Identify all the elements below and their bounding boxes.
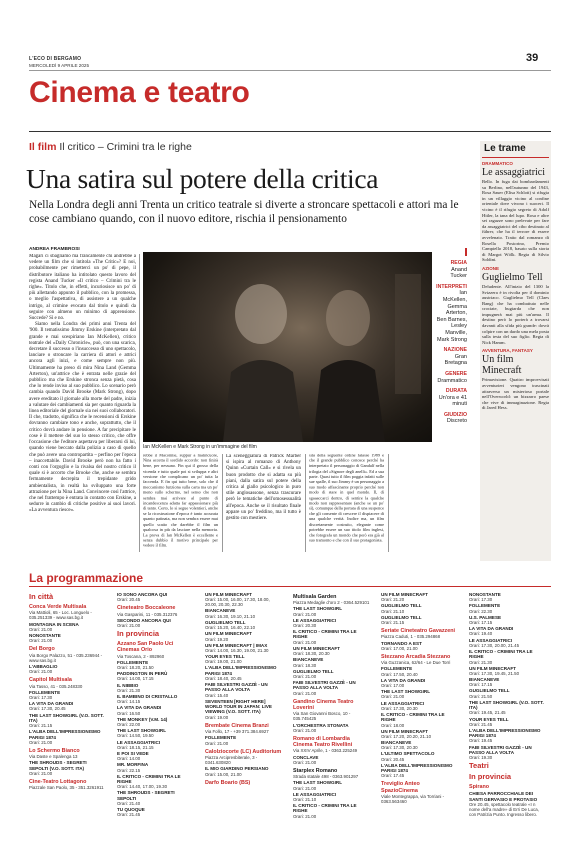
showtimes: Orari: 17.30, 20.00, 21.45: [469, 642, 520, 648]
showtimes: Orari: 21.00: [293, 611, 317, 617]
showtimes: Ore 20.45, spettacolo teatrale «I n nome dell'a madre» di Erri De Luca, con Patrizia Punto. Ingresso libero.: [469, 802, 539, 818]
film-title: CHIESA PARROCCHIALE DEI SANTI GERVASIO E PROTASIO: [469, 791, 538, 802]
film-title: LA VITA DA GRANDI: [469, 626, 514, 632]
showtimes: Orari: 16.30, 19.10, 21.10: [205, 613, 256, 619]
sidebar-film-title: Un film Minecraft: [482, 354, 522, 377]
film-title: TU QUOQUE: [117, 807, 145, 813]
film-title: IL CRITICO - CRIMINI TRA LE RIGHE: [381, 711, 445, 723]
credit-value-cast: Ian McKellen, Gemma Arterton, Ben Barnes, Lesley Manville, Mark Strong: [436, 290, 467, 343]
cinema-name: Gandino Cinema Teatro Loverini: [293, 698, 354, 711]
listing-column-inner: [117, 592, 194, 817]
film-title: L'ALBA DELL'IMPRESSIONISMO PARIGI 1874: [469, 727, 541, 739]
film-title: UN FILM MINECRAFT: [293, 645, 340, 651]
showtimes: Orari: 15.20, 16.40, 22.10: [205, 625, 256, 631]
cinema-address: Piazza Arcipresbiterale, 3 - 0341.630820: [205, 754, 258, 765]
showtimes: Orari: 14.15: [117, 699, 141, 705]
showtimes: Orari: 14.40, 17.00, 19.30: [117, 784, 168, 790]
showtimes: Orari: 19.45, 21.45: [469, 710, 506, 716]
showtimes: Orari: 17.30, 20.45: [29, 706, 66, 712]
newspaper-name: L'ECO DI BERGAMO: [29, 56, 82, 62]
showtimes: Orari: 15.00, 21.00: [205, 771, 242, 777]
film-title: L'ABBAGLIO: [29, 664, 58, 669]
film-title: FOLLEMENTE: [29, 689, 61, 695]
film-title: BIANCANEVE: [293, 657, 324, 663]
showtimes: Orari: 14.00, 17.15: [117, 676, 154, 682]
showtimes: Orari: 19.30: [469, 755, 493, 761]
article-paragraph: Magari ci sbagliamo ma francamente chi andrebbe a vedere un film che si intitola «The Critic»? E noi, probabilmente per rimetterci un po' di pepe, il distributore italiano ha intitolato questo lavoro del regista Anand Tucker «Il critico – Crimini tra le righe». Titolo che, in effetti, incuriosisce un po' di più allettando appunto il pubblico, con la promessa, o meglio l'aspettativa, di assistere a un qualche intrigo, al crimine evocato dal titolo e quindi da seguire con almeno un minimo di apprensione. Succede? Sì e no.: [29, 254, 136, 322]
showtimes: Orari: 21.00: [293, 785, 317, 791]
showtimes: Orari: 19.00, 21.00: [205, 659, 242, 665]
credit-label-country: NAZIONE: [443, 347, 467, 354]
credit-label-genre: GENERE: [445, 370, 467, 377]
showtimes: Orari: 21.30: [469, 659, 493, 665]
showtimes: Orari: 17.15: [469, 682, 493, 688]
showtimes: Orari: 21.00: [205, 740, 229, 746]
headline: Una satira sul potere della critica: [26, 163, 379, 194]
listing-column: [205, 591, 282, 843]
showtimes: Orari: 15.00, 16.00, 17.30, 18.00, 20.00, 20.30, 22.30: [205, 597, 270, 608]
cinema-name: Stezzano Arcadia Stezzano: [381, 653, 451, 660]
showtimes: Orari: 21.40: [117, 800, 141, 806]
sidebar-inner: [480, 141, 551, 411]
listing-column: [381, 591, 458, 843]
film-title: LE ASSAGGIATRICI: [469, 637, 513, 643]
showtimes: Orari: 21.00: [293, 639, 317, 645]
summary: Nella Londra degli anni Trenta un critico teatrale si diverte a stroncare spettacoli e attori ma le cose cambiano quando, con il nuovo editore, rischia il pensionamento: [29, 199, 459, 225]
film-title: U.S. PALMESE: [469, 614, 502, 620]
film-title: FOLLEMENTE: [117, 659, 149, 665]
showtimes: Orari: 21.00: [29, 638, 53, 644]
film-title: UN FILM MINECRAFT: [381, 728, 428, 734]
showtimes: Orari: 21.45: [117, 812, 141, 818]
kicker-label: Il film: [29, 141, 57, 153]
film-title: UN FILM MINECRAFT: [469, 665, 516, 671]
showtimes: Orari: 17.00: [381, 683, 405, 689]
showtimes: Orari: 21.00: [29, 626, 53, 632]
listing-column: [117, 591, 194, 843]
listing-column-inner: [381, 592, 458, 804]
showtimes: Orari: 16.50: [117, 710, 141, 716]
film-title: THE SHROUDS - SEGRETI SEPOLTI (V.O. SOTT. ITA): [29, 760, 87, 771]
showtimes: Orari: 17.30, 20.30: [381, 705, 418, 711]
film-title: IL CRITICO - CRIMINI TRA LE RIGHE: [117, 773, 181, 784]
region-heading: In città: [29, 592, 54, 601]
showtimes: Orari: 21.00: [381, 694, 405, 700]
film-title: IL MIO GIARDINO PERSIANO: [205, 766, 269, 772]
showtimes: Orari: 21.20: [381, 597, 405, 603]
film-title: MONTAGNA IN SCENA: [29, 621, 79, 627]
showtimes: Orari: 21.00: [29, 739, 53, 745]
showtimes: Orari: 21.30: [117, 687, 141, 693]
showtimes: Orari: 18.00: [381, 722, 405, 728]
sidebar-film-plot: Bello. In fuga dai bombardamenti su Berlino, nell'autunno del 1943, Rosa Sauer (Elisa Schlott) si rifugia in un villaggio vicino al confine orientale dove vivono i suoceri. Il vicino è il rifugio segreto di Adolf Hitler, la tana del lupo. Rosa e altre sei ragazze sono prelevate per fare da assaggiatrici del cibo destinato al führer, che ha il terrore di essere avvelenato. Tratto dal romanzo di Rosella Postorino, Premio Campiello 2018, basato sulla storia di Margot Wölk. Regia di Silvio Soldini.: [482, 179, 549, 263]
film-title: LE ASSAGGIATRICI: [381, 700, 425, 706]
film-title: LA VITA DA GRANDI: [381, 677, 426, 683]
column-divider: [139, 254, 140, 552]
cinema-name: Azzano San Paolo Uci Cinemas Orio: [117, 641, 174, 654]
cinema-address: Strada statale 498 - 0363.901297: [293, 774, 359, 780]
showtimes: Orari: 17.20, 20.20, 21.10: [381, 733, 432, 739]
film-title: PADDINGTON IN PERÙ: [117, 671, 168, 677]
film-title: GUGLIELMO TELL: [381, 603, 422, 609]
cinema-name: Treviglio Anteo SpazioCinema: [381, 781, 420, 794]
film-title: L'ORCHESTRA STONATA: [293, 722, 349, 728]
cinema-address: Via Follo, 17 - +39 371.384.6927: [205, 729, 269, 734]
issue-date: MERCOLEDÌ 9 APRILE 2025: [29, 62, 90, 68]
cinema-name: Cine-Teatro Lottagono: [29, 779, 87, 786]
film-title: IL BAMBINO DI CRISTALLO: [117, 693, 178, 699]
article-column-4: [309, 454, 384, 552]
showtimes: Orari: 17.00, 21.00: [381, 645, 418, 651]
film-title: UN FILM MINECRAFT | IMAX: [205, 642, 268, 648]
sidebar-film-title: Le assaggiatrici: [482, 167, 546, 178]
film-title: NONOSTANTE: [469, 592, 501, 597]
film-title: FOLLEMENTE: [205, 735, 237, 741]
listing-column-inner: [29, 592, 106, 790]
showtimes: Orari: 21.10: [381, 608, 405, 614]
film-title: CONCLAVE: [293, 754, 319, 760]
cinema-name: Seriate Cineteatro Gavazzeni: [381, 628, 456, 635]
showtimes: Orari: 17.30, 20.30: [381, 745, 418, 751]
film-title: SEVENTEEN [RIGHT HERE] WORLD TOUR IN JAPAN: LIVE VIEWING (V.O. SOTT. ITA): [205, 698, 272, 715]
film-still-photo: [143, 252, 432, 442]
cinema-address: Via Borgo Palazzo, 51 - 035.236944 - www.sas.bg.it: [29, 652, 103, 663]
film-title: THE LAST SHOWGIRL (V.O. SOTT. ITA): [29, 712, 104, 723]
film-title: FABI SILVESTRI GAZZÈ - UN PASSO ALLA VOLTA: [469, 744, 532, 755]
showtimes: Orari: 21.00: [293, 813, 317, 819]
showtimes: Orari: 21.10: [293, 797, 317, 803]
film-title: GUGLIELMO TELL: [293, 668, 334, 674]
kicker: [29, 141, 192, 153]
sidebar-title: Le trame: [482, 141, 549, 158]
cinema-name: Lo Schermo Bianco: [29, 747, 80, 754]
showtimes: Orari: 14.00: [117, 756, 141, 762]
cinema-address: Via San Giovanni Bosco, 10 - 035.745425: [293, 711, 351, 722]
article-col4-inner: [309, 454, 384, 544]
film-title: GUGLIELMO TELL: [469, 688, 510, 694]
showtimes: Orari: 17.30, 19.45, 21.50: [469, 670, 520, 676]
film-title: UN FILM MINECRAFT: [205, 631, 252, 637]
film-title: THE MONKEY (V.M. 14): [117, 716, 168, 722]
film-title: IL NIBBIO: [117, 682, 139, 688]
showtimes: Orari: 17.15: [469, 620, 493, 626]
film-title: GUGLIELMO TELL: [205, 619, 246, 625]
cinema-name: Calolziocorte (LC) Auditorium: [205, 748, 282, 755]
cinema-name: Capitol Multisala: [29, 677, 72, 684]
cinema-name: Cineteatro Boccaleone: [117, 605, 176, 612]
film-title: L'ULTIMO SPETTACOLO: [381, 751, 435, 757]
showtimes: Orari: 21.00: [293, 727, 317, 733]
listing-column-inner: [205, 592, 282, 786]
showtimes: Orari: 20.30: [293, 623, 317, 629]
cinema-address: Via Daste e Spalenga 13: [29, 754, 78, 760]
showtimes: Orari: 19.00: [205, 714, 229, 720]
column-divider: [222, 454, 223, 552]
film-title: THE LAST SHOWGIRL (V.O. SOTT. ITA): [469, 699, 544, 711]
film-title: IO SONO ANCORA QUI: [117, 592, 168, 597]
showtimes: Orari: 17.45: [381, 773, 405, 779]
credit-label-rating: GIUDIZIO: [443, 411, 467, 418]
film-title: THE LAST SHOWGIRL: [381, 689, 430, 695]
sidebar-film-plot: Primavisione. Quattro improvvisati avventurieri vengono trascinati attraverso un misterioso portale nell'Overworld: un bizzarro paese che vive di immaginazione. Regia di Jared Hess.: [482, 377, 549, 411]
article-paragraph: Siamo nella Londra dei primi anni Trenta del '900. Il tematissimo Jimmy Erskine (interpretato dal grande e mai scespiriano Ian McKellen), critico teatrale del «Daily Chronicle», può, con una scarica, decretare il successo o l'insuccesso di uno spettacolo, lanciare o stroncare la carriera di attori e attrici ancora agli inizi, e come sempre non più. Ultimamente ha preso di mira Nina Land (Gemma Arterton), un'attrice che è entrata nelle grazie del pubblico ma che Erskine stronca senza pietà, cosa che lo rende inviso al suo pubblico. Lo scenario però cambia quando David Brooke (Mark Strong), dopo avere ereditato il giornale alla morte del padre, inizia a valutare dei cambiamenti sia per quanto riguarda la linea editoriale del giornale sia nei suoi collaboratori. Il che, tradotto, significa che le recensioni di Erskine dovranno cambiare tono e anche, soprattutto, che il critico dovrà andare in pensione. A far precipitare le cose è il mettere del suo lo stesso critico, che offre l'occasione che l'editore aspettava per liberarsi di lui, quando viene beccato dalla polizia a caso di quello che può avere una contropartita – perfino per l'epoca – inaccettabile. David Brooke però non ha fatto i conti con l'orgoglio e la rivalsa del nostro critico il quale si è accorto che Brooke che, anche se sembra fermamente decrepita il trepidante grido ambientalista, in realtà ha sviluppato una forte attrazione per la Nina Land. Convincere così l'attrice, che nel frattempo è entrata in contatto con Erskine, a sedurre in cambio di critiche positive ai suoi lavori. «La avventura riesce».: [29, 322, 136, 514]
film-title: THE LAST SHOWGIRL: [293, 780, 342, 786]
film-title: SECONDO ANCORA QUI: [117, 617, 171, 623]
showtimes: Orari: 21.00: [293, 690, 317, 696]
masthead: [29, 56, 89, 68]
film-title: IL CRITICO - CRIMINI TRA LE RIGHE: [293, 629, 357, 640]
cinema-address: Piazza Caduti, 1 - 035.294868: [381, 634, 441, 640]
showtimes: Orari: 14.00, 16.30, 19.00, 21.30: [205, 647, 269, 653]
credit-label-cast: INTERPRETI: [436, 283, 467, 290]
sidebar-film-plot: Deludente. All'inizio del 1300 la Svizzera è in rivolta per il dominio austriaco. Guglielmo Tell (Claes Bang) che ha combattuto nelle crociate, bugiarda che non impugnerà mai più un'arma. Il destino però lo porterà a trovarsi davanti alla sfida più grande: dovrà colpire con un dardo una mela posta sulla testa del suo figlio. Regia di Nick Hamm.: [482, 283, 549, 345]
showtimes: Orari: 18.30: [293, 662, 317, 668]
cinema-address: Viale Montegrappa, via Torriani - 0363.563460: [381, 793, 445, 805]
cinema-name: Darfo Boario (BS): [205, 779, 251, 786]
film-title: IL CRITICO - CRIMINI TRA LE RIGHE: [469, 648, 533, 660]
showtimes: Orari: 21.15: [381, 620, 405, 626]
showtimes: Orari: 19.45: [469, 738, 493, 744]
article-paragraph: La sceneggiatura di Patrick Marber si ispira al romanzo di Anthony Quinn «Curtain Call» e si rivela un buon prodotto che si adatta su più piani, dalla satira sul potere della critica al giallo psicologico in puro stile anglosassone, senza trascurare però le tematiche dell'omosessualità all'epoca. Anche se il risultato finale appare un po' freddino, ma il tutto è gestito con mestiere.: [226, 454, 301, 522]
showtimes: Orari: 17.30: [469, 597, 493, 603]
cinema-name: Starplex Romano: [293, 767, 338, 774]
credit-label-duration: DURATA: [445, 388, 467, 395]
column-divider: [305, 454, 306, 552]
film-title: MR. MORFINA: [117, 762, 149, 768]
article-paragraph: rebbe il Maconnie, suppur a malincuore, Nina accetta il sordido accordo: non finirà bene, per nessuno. Fin qui il grosso della vicenda e tutto quale poi si sviluppa e altri versione che complicano un po' tutta la faccenda. E fin qui tutto bene, solo che il meccanismo funziona sulla carta ma un po' meno sullo schermo, nel senso che non sembra mai arrivare al punto di incandescenza adatta far appassionare più di tanto. Certo, lo si segue volentieri, anche se la ricostruzione d'epoca è tanto accurata quanto patinata, ma non sembra essere mai quello scatto che darebbe il film un qualcosa in più da lasciare nella memoria. La prova di Ian McKellen è eccellente e senza dubbio il motivo principale per vedere il film.: [143, 454, 218, 549]
listing-column-inner: [293, 594, 370, 819]
cinema-name: Romano di Lombardia Cinema Teatro Rivellini: [293, 735, 353, 749]
film-title: TORNANDO A EST: [381, 640, 422, 646]
showtimes: Orari: 21.00: [29, 770, 53, 776]
credit-value-country: Gran Bretagna: [444, 353, 467, 367]
film-title: E POI SI VEDE: [117, 750, 149, 756]
showtimes: Orari: 18.40, 20.45: [205, 676, 242, 682]
film-title: LE ASSAGGIATRICI: [293, 617, 337, 623]
showtimes: Orari: 18.30, 20.30: [293, 651, 330, 657]
article-column-3: [226, 454, 301, 552]
sidebar-film-title: Guglielmo Tell: [482, 271, 543, 283]
film-title: GUGLIELMO TELL: [381, 614, 422, 620]
cinema-name: Brembate Cinema Branzi: [205, 722, 269, 729]
cinema-name: Spirano: [469, 784, 490, 791]
film-title: BIANCANEVE: [381, 740, 412, 746]
listing-column: [293, 591, 370, 843]
film-title: THE LAST SHOWGIRL: [117, 728, 166, 734]
film-title: FOLLEMENTE: [469, 603, 501, 609]
showtimes: Orari: 21.15: [29, 723, 53, 729]
article-col2-inner: [143, 454, 218, 550]
showtimes: Orari: 22.00: [117, 722, 141, 728]
film-title: LA VITA DA GRANDI: [117, 705, 162, 711]
byline: ANDREA FRAMBROSI: [29, 247, 80, 252]
cinema-address: Via Guzzanica, 62/64 - Le Due Torri: [381, 660, 451, 666]
film-title: BIANCANEVE: [205, 608, 236, 614]
programmazione-title: La programmazione: [29, 571, 144, 585]
sidebar-genre: AVVENTURA, FANTASY: [482, 348, 533, 354]
listing-column-inner: [469, 592, 546, 817]
film-title: LE ASSAGGIATRICI: [117, 739, 161, 745]
film-title: IL CRITICO - CRIMINI TRA LE RIGHE: [293, 803, 357, 814]
showtimes: Orari: 21.00: [117, 623, 141, 629]
film-title: THE SHROUDS - SEGRETI SEPOLTI: [117, 790, 175, 801]
showtimes: Orari: 21.00: [29, 669, 53, 675]
showtimes: Orari: 14.50, 19.50: [117, 733, 154, 739]
cinema-address: Via XXIV Aprile, 1 - 0363.225249: [293, 748, 358, 754]
showtimes: Orari: 18.15, 21.15: [117, 744, 154, 750]
showtimes: Orari: 18.20, 21.50: [117, 665, 154, 671]
column-divider: [388, 454, 389, 552]
section-rule: [29, 131, 551, 132]
film-title: FABI SILVESTRI GAZZÈ - UN PASSO ALLA VOLTA: [293, 680, 356, 691]
article-column-5: [392, 454, 467, 552]
credit-value-direction: Anand Tucker: [450, 266, 467, 280]
showtimes: Orari: 15.40: [205, 692, 229, 698]
sidebar-genre: AZIONE: [482, 265, 500, 271]
showtimes: Orari: 22.15: [117, 767, 141, 773]
article-column-1: [29, 254, 136, 544]
film-title: LE ASSAGGIATRICI: [293, 791, 337, 797]
film-title: YOUR EYES TELL: [205, 654, 245, 660]
film-title: NONOSTANTE: [29, 633, 61, 638]
showtimes: Orari: 22.30: [469, 608, 493, 614]
cinema-address: Piazzale San Paolo, 35 - 351.3261911: [29, 785, 104, 791]
showtimes: Orari: 20.45: [117, 597, 141, 603]
cinema-address: Via Gasparini, 11 - 035.312376: [117, 611, 178, 617]
region-heading: Teatri: [469, 761, 489, 771]
film-title: LA VITA DA GRANDI: [29, 701, 74, 707]
photo-caption: Ian McKellen e Mark Strong in un'immagine del film: [143, 444, 257, 450]
showtimes: Orari: 20.45: [381, 756, 405, 762]
photo-illustration: [143, 252, 432, 442]
showtimes: Orari: 21.50: [469, 693, 493, 699]
top-rule: [29, 70, 551, 71]
cinema-name: Del Borgo: [29, 646, 55, 653]
credit-value-duration: Un'ora e 41 minuti: [438, 394, 467, 408]
cinema-address: Piazza Medaglie d'oro 2 - 0364.529101: [293, 600, 370, 606]
sidebar-trame: [480, 141, 551, 561]
film-credits: [435, 248, 467, 425]
film-title: THE LAST SHOWGIRL: [293, 606, 342, 612]
section-title: Cinema e teatro: [29, 76, 250, 109]
credit-value-genre: Drammatico: [437, 377, 467, 384]
cinema-name: Conca Verde Multisala: [29, 604, 87, 610]
film-title: FOLLEMENTE: [381, 666, 413, 672]
article-column-2: [143, 454, 218, 552]
film-title: L'ALBA DELL'IMPRESSIONISMO PARIGI 1874: [205, 665, 277, 676]
showtimes: Orari: 21.45: [469, 721, 493, 727]
cinema-name: Multisala Garden: [293, 594, 337, 600]
showtimes: Orari: 17.50, 20.40: [381, 671, 418, 677]
article-col3-inner: [226, 454, 301, 522]
page-number: 39: [526, 52, 539, 64]
listing-column: [29, 591, 106, 843]
region-heading: In provincia: [469, 772, 512, 782]
article-paragraph: sità della seguente ordine fatasse 1989 e che il grande pubblico conosce perché ha interpretato il personaggio di Gandalf nella trilogia del «Signore degli anelli». Ed a sua parte. Quasi tutto il film poggia infatti sulle sue spalle, il suo Jimmy è un personaggio a suo modo affascinante proprio perché non modo di stare in quel mondo. Il, di sgaaaccarci dentro, di sentire la qualche modo non rappresentare (anche se un po' sì), comunque della portata di una suspence che gli consente di crescere il dispiacere di una qualche verità. Inoltre ma, un film discretamente costruito, elegante come potrebbe essere un suo titolo film inglesi, che fotografa un mondo che però era già al suo tramonto e che con il suo protagonista.: [309, 454, 384, 544]
showtimes: Orari: 21.00: [293, 673, 317, 679]
credit-value-rating: Discreto: [446, 418, 467, 425]
film-title: UN FILM MINECRAFT: [205, 592, 252, 597]
listing-column: [469, 591, 546, 843]
region-heading: In provincia: [117, 629, 160, 639]
article-col1-inner: [29, 254, 136, 515]
film-title: YOUR EYES TELL: [469, 716, 509, 722]
film-title: BIANCANEVE: [469, 677, 500, 683]
credits-marker: [465, 248, 467, 256]
cinema-address: Via Toscana, 2 - 892960: [117, 653, 165, 659]
showtimes: Orari: 19.20: [205, 636, 229, 642]
kicker-text: Il critico – Crimini tra le righe: [59, 141, 192, 153]
sidebar-genre: DRAMMATICO: [482, 161, 513, 166]
film-title: FABI SILVESTRI GAZZÈ - UN PASSO ALLA VOLTA: [205, 682, 268, 693]
film-title: UN FILM MINECRAFT: [381, 592, 428, 597]
credit-label-direction: REGIA: [450, 260, 467, 266]
programmazione-rule: [29, 586, 551, 587]
film-title: L'ALBA DELL'IMPRESSIONISMO PARIGI 1874: [29, 729, 101, 740]
showtimes: Orari: 19.40: [469, 631, 493, 637]
cinema-address: Via Mattioli, 65 - Loc. Longuelo - 035.251339 - www.sas.bg.it: [29, 610, 92, 621]
showtimes: Orari: 21.00: [293, 759, 317, 765]
cinema-address: Via Tasso, 41 - 035.248330: [29, 683, 83, 689]
showtimes: Orari: 17.30: [29, 695, 53, 701]
film-title: L'ALBA DELL'IMPRESSIONISMO PARIGI 1874: [381, 762, 453, 774]
